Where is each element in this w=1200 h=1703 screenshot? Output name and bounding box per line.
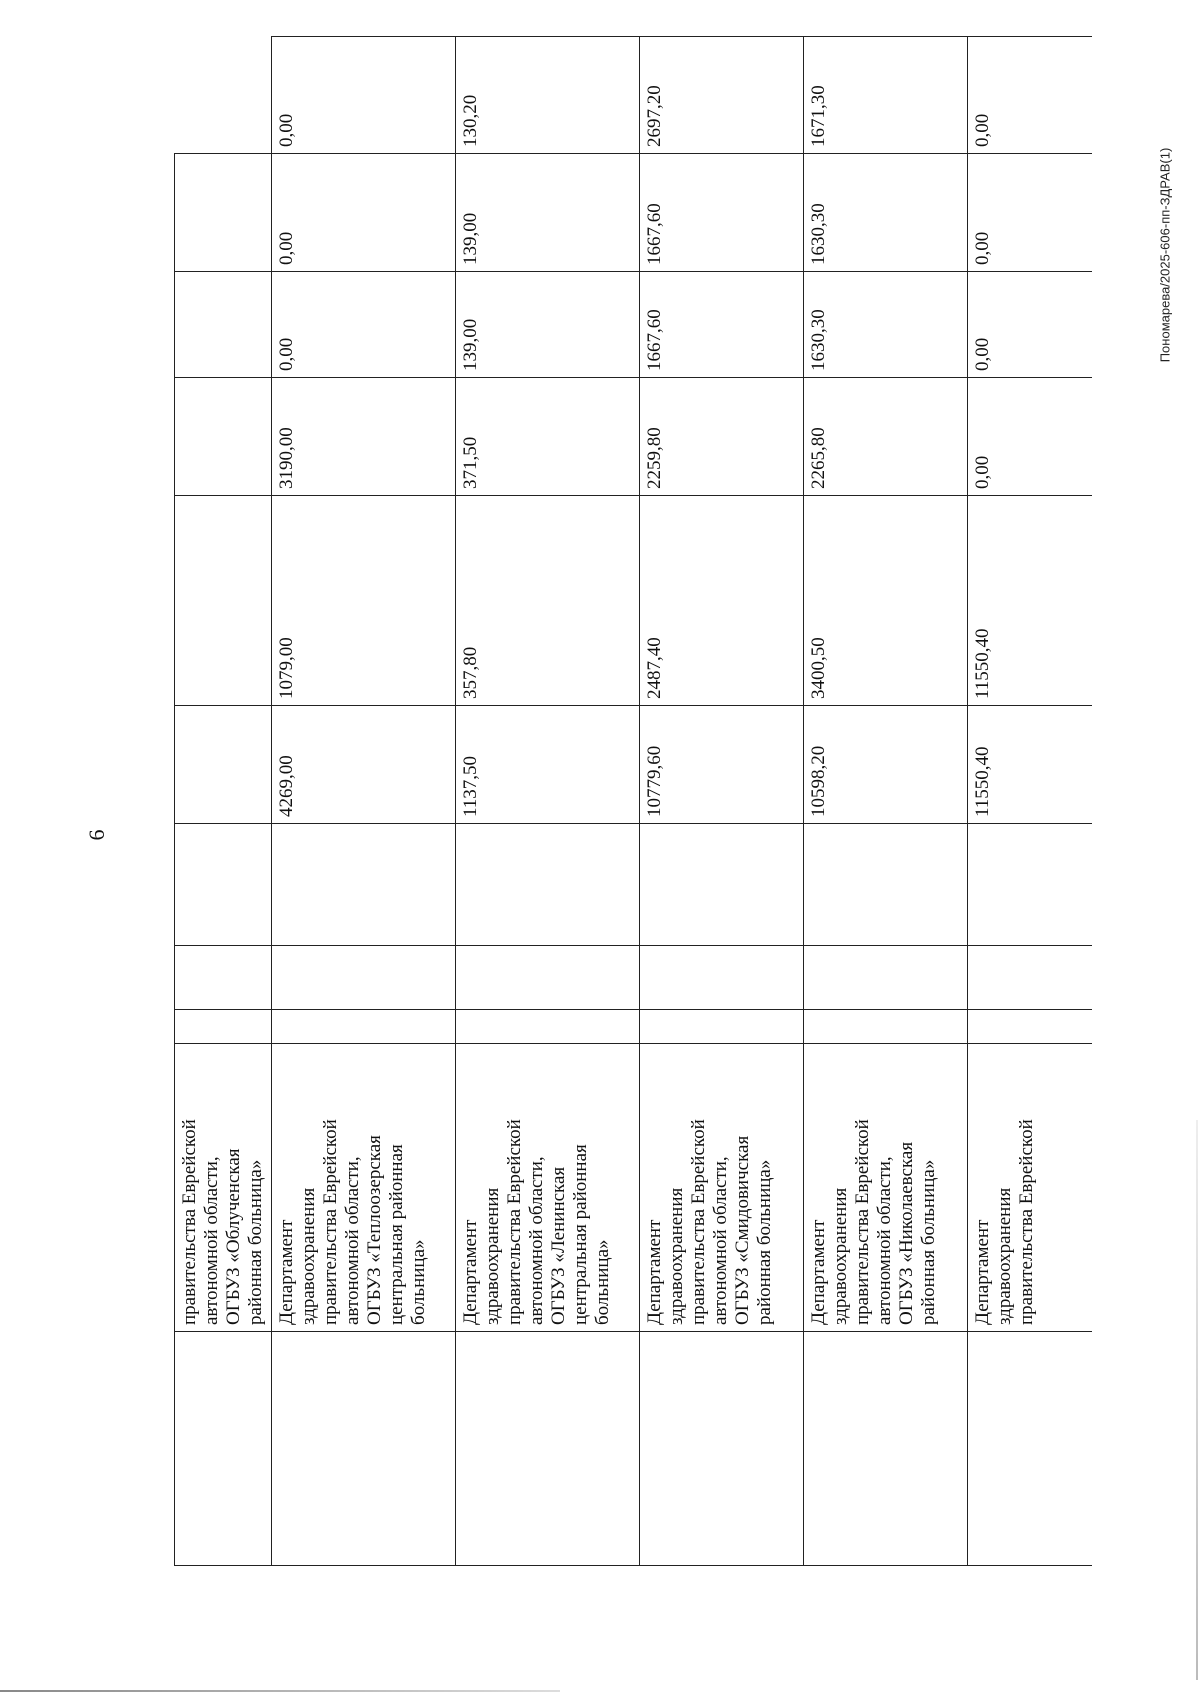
empty-cell (804, 1010, 968, 1044)
empty-cell (175, 946, 272, 1010)
value-year-2: 2259,80 (640, 378, 804, 496)
empty-cell (640, 824, 804, 946)
scan-edge-right (1196, 1120, 1198, 1680)
document-code: Пономарева/2025-606-пп-ЗДРАВ(1) (1157, 147, 1173, 363)
value-year-1: 357,80 (456, 496, 640, 706)
value-year-3: 1630,30 (804, 272, 968, 378)
value-year-2: 3190,00 (272, 378, 456, 496)
org-cell: Департамент здравоохранения правительства Еврейской автономной области, ОГБУЗ «Николаевская районная больница» (804, 1044, 968, 1332)
value-year-1: 1079,00 (272, 496, 456, 706)
value-year-4: 0,00 (968, 154, 1093, 272)
value-year-4: 1667,60 (640, 154, 804, 272)
value-year-5: 0,00 (968, 37, 1093, 154)
funding-table (174, 36, 1092, 1566)
empty-cell (175, 378, 272, 496)
empty-cell (272, 1010, 456, 1044)
value-total: 10598,20 (804, 706, 968, 824)
table-row (175, 37, 272, 1566)
org-cell: Департамент здравоохранения правительства Еврейской (968, 1044, 1093, 1332)
empty-cell (175, 1010, 272, 1044)
empty-cell (175, 824, 272, 946)
empty-cell (456, 824, 640, 946)
value-year-1: 2487,40 (640, 496, 804, 706)
value-year-4: 139,00 (456, 154, 640, 272)
value-total: 10779,60 (640, 706, 804, 824)
empty-cell (175, 1332, 272, 1566)
value-year-2: 0,00 (968, 378, 1093, 496)
empty-cell (272, 946, 456, 1010)
value-year-5: 0,00 (272, 37, 456, 154)
value-total: 11550,40 (968, 706, 1093, 824)
empty-cell (968, 946, 1093, 1010)
empty-cell (456, 1332, 640, 1566)
empty-cell (804, 824, 968, 946)
empty-cell (175, 706, 272, 824)
value-total: 1137,50 (456, 706, 640, 824)
value-year-3: 139,00 (456, 272, 640, 378)
org-cell: Департамент здравоохранения правительства Еврейской автономной области, ОГБУЗ «Ленинская центральная районная больница» (456, 1044, 640, 1332)
empty-cell (175, 496, 272, 706)
table-row (968, 37, 1093, 1566)
value-year-5: 1671,30 (804, 37, 968, 154)
value-year-4: 0,00 (272, 154, 456, 272)
empty-cell (175, 272, 272, 378)
value-year-1: 3400,50 (804, 496, 968, 706)
value-year-3: 0,00 (272, 272, 456, 378)
value-year-5: 130,20 (456, 37, 640, 154)
empty-cell (968, 1332, 1093, 1566)
value-total: 4269,00 (272, 706, 456, 824)
empty-cell (175, 154, 272, 272)
value-year-1: 11550,40 (968, 496, 1093, 706)
empty-cell (804, 946, 968, 1010)
table-row (804, 37, 968, 1566)
empty-cell (968, 824, 1093, 946)
table-viewport (174, 36, 1092, 1566)
value-year-4: 1630,30 (804, 154, 968, 272)
table-row (272, 37, 456, 1566)
value-year-5: 2697,20 (640, 37, 804, 154)
empty-cell (640, 946, 804, 1010)
org-cell: Департамент здравоохранения правительства Еврейской автономной области, ОГБУЗ «Смидовичская районная больница» (640, 1044, 804, 1332)
empty-cell (640, 1010, 804, 1044)
empty-cell (272, 1332, 456, 1566)
org-cell: правительства Еврейской автономной области, ОГБУЗ «Облученская районная больница» (175, 1044, 272, 1332)
value-year-2: 2265,80 (804, 378, 968, 496)
empty-cell (272, 824, 456, 946)
empty-cell (456, 946, 640, 1010)
empty-cell (456, 1010, 640, 1044)
table-row (640, 37, 804, 1566)
value-year-2: 371,50 (456, 378, 640, 496)
value-year-3: 1667,60 (640, 272, 804, 378)
scan-edge-bottom (0, 1690, 560, 1692)
empty-cell (968, 1010, 1093, 1044)
empty-cell (804, 1332, 968, 1566)
page-number: 6 (84, 829, 109, 841)
table-row (456, 37, 640, 1566)
empty-cell (640, 1332, 804, 1566)
value-year-3: 0,00 (968, 272, 1093, 378)
org-cell: Департамент здравоохранения правительства Еврейской автономной области, ОГБУЗ «Теплоозерская центральная районная больница» (272, 1044, 456, 1332)
